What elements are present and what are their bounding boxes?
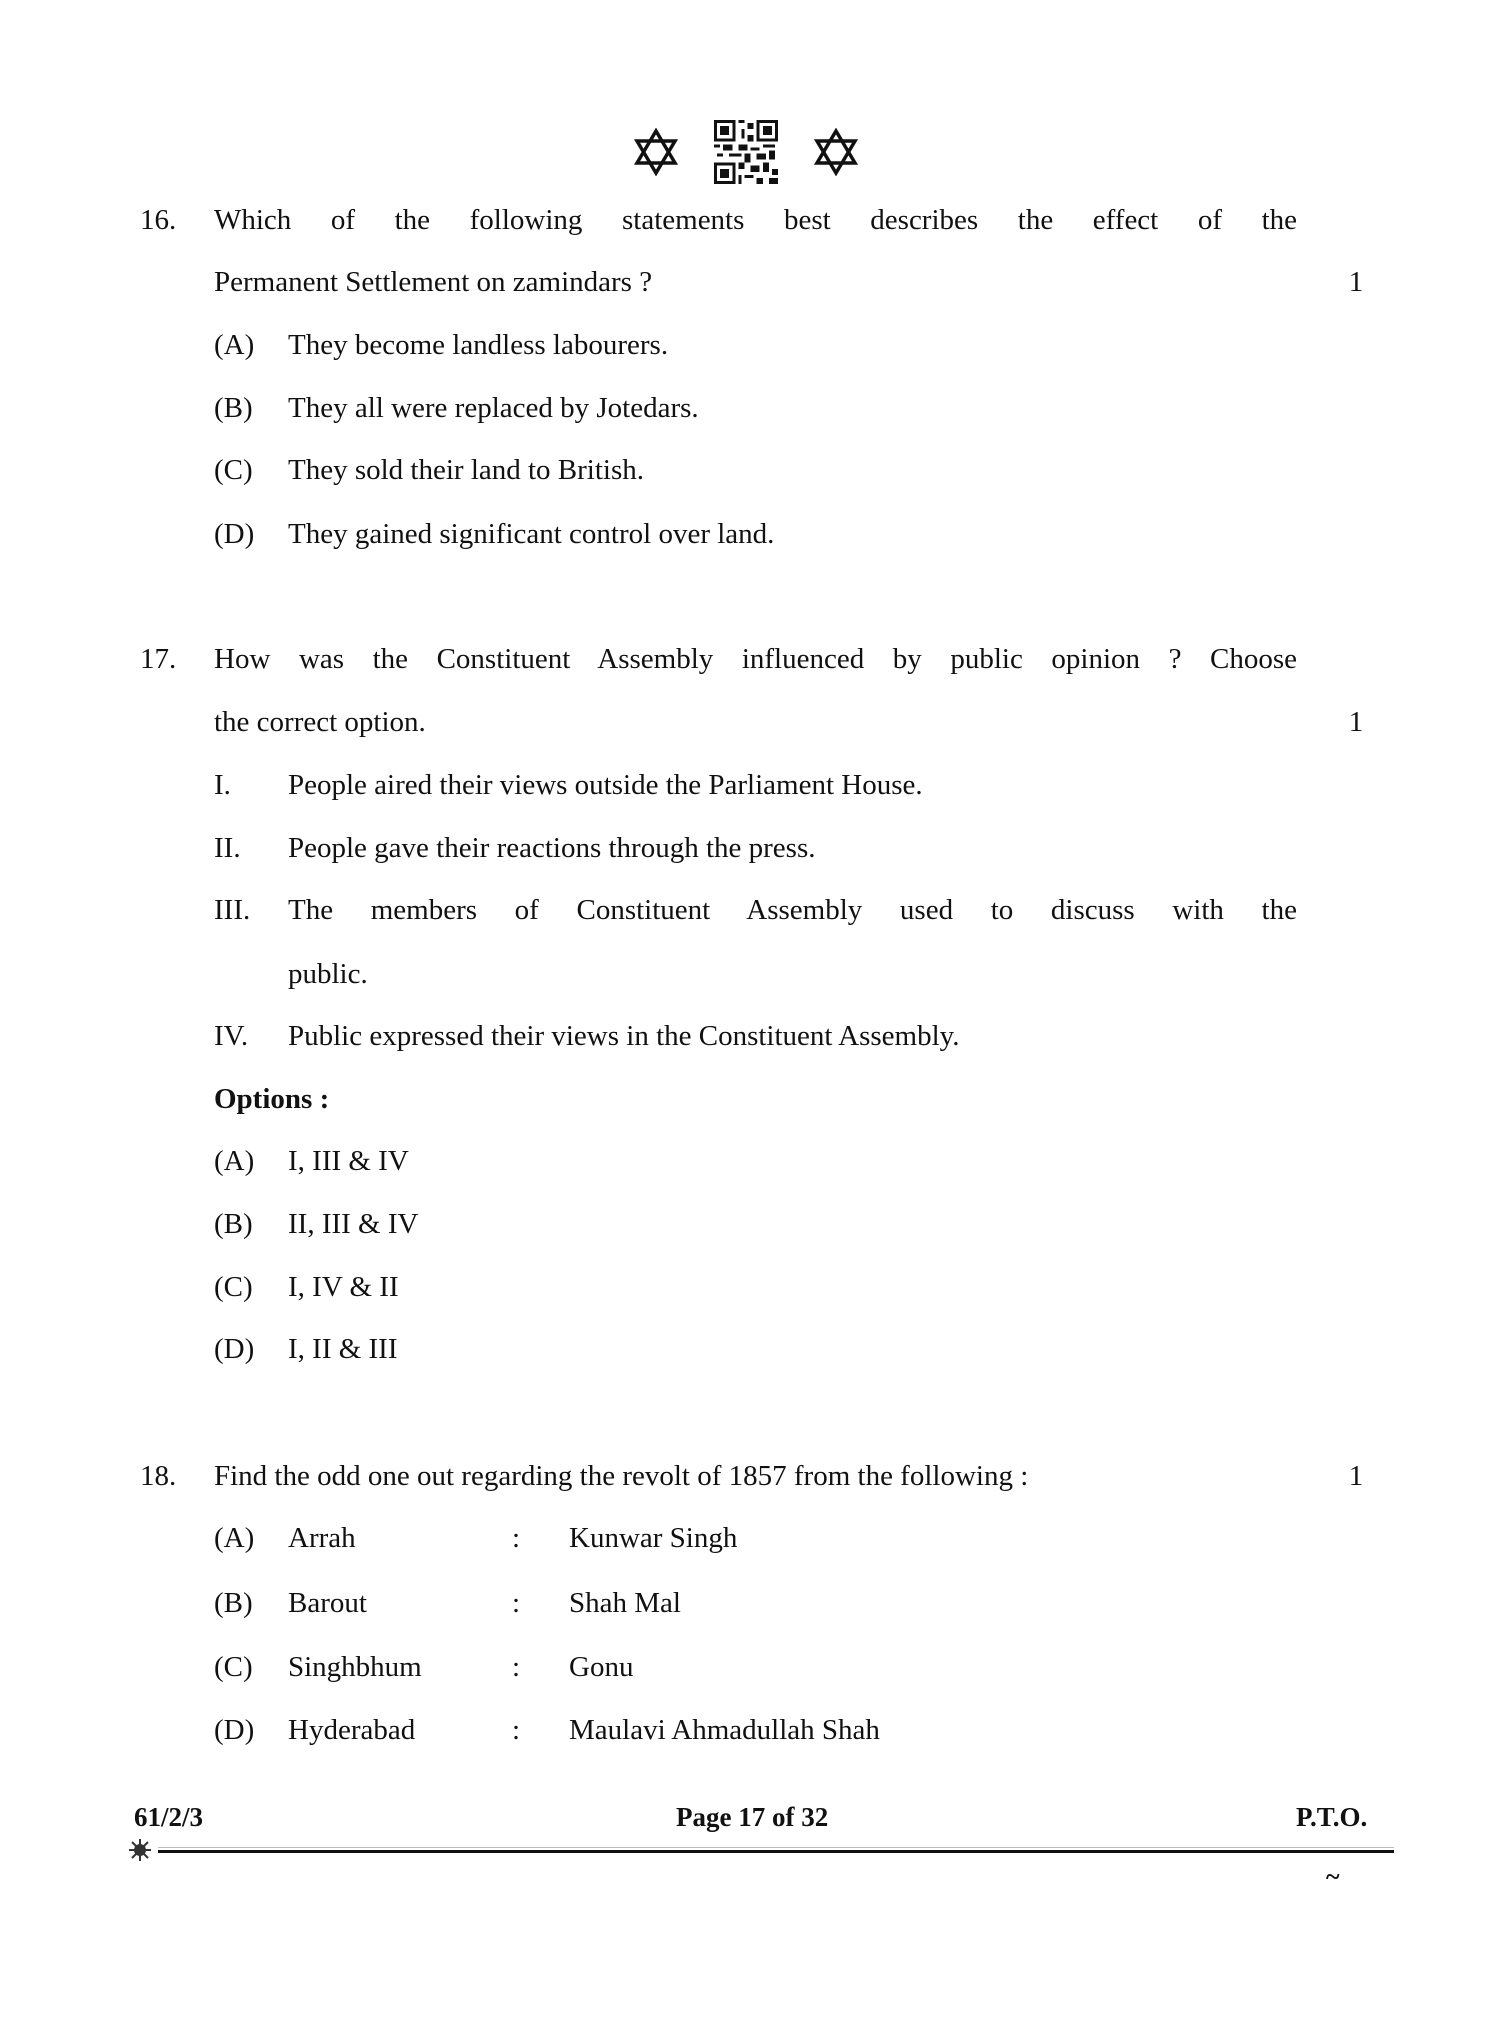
statement-label: II.: [214, 832, 241, 864]
question-number: 16.: [140, 204, 177, 236]
option-leader: Maulavi Ahmadullah Shah: [569, 1714, 880, 1746]
statement-text-continued: public.: [288, 958, 368, 990]
option-label: (B): [214, 392, 253, 424]
option-text: I, IV & II: [288, 1271, 399, 1303]
option-label: (A): [214, 1145, 255, 1177]
option-text: They sold their land to British.: [288, 454, 645, 486]
statement-label: I.: [214, 769, 231, 801]
statement-label: IV.: [214, 1020, 249, 1052]
option-text: They all were replaced by Jotedars.: [288, 392, 699, 424]
marks: 1: [1348, 706, 1364, 738]
question-text: the correct option.: [214, 706, 426, 738]
marks: 1: [1348, 1460, 1364, 1492]
option-label: (A): [214, 1522, 255, 1554]
question-text: How was the Constituent Assembly influenced by public opinion ? Choose: [214, 643, 1297, 675]
question-text: Permanent Settlement on zamindars ?: [214, 266, 653, 298]
option-separator: :: [512, 1587, 521, 1619]
option-separator: :: [512, 1522, 521, 1554]
statement-label: III.: [214, 894, 251, 926]
option-leader: Kunwar Singh: [569, 1522, 738, 1554]
footer-rule: [158, 1850, 1394, 1853]
tilde-mark: ~: [1326, 1862, 1340, 1891]
statement-text: People gave their reactions through the press.: [288, 832, 816, 864]
footer-rule-shadow: [158, 1847, 1394, 1848]
option-label: (B): [214, 1208, 253, 1240]
option-text: I, II & III: [288, 1333, 398, 1365]
options-heading: Options :: [214, 1083, 330, 1115]
option-label: (C): [214, 1271, 253, 1303]
marks: 1: [1348, 266, 1364, 298]
star-of-david-icon: [633, 128, 679, 176]
option-text: They become landless labourers.: [288, 329, 669, 361]
option-label: (C): [214, 1651, 253, 1683]
option-place: Hyderabad: [288, 1714, 416, 1746]
qr-code-icon: [714, 120, 778, 184]
question-number: 18.: [140, 1460, 177, 1492]
option-separator: :: [512, 1714, 521, 1746]
statement-text: The members of Constituent Assembly used to discuss with the: [288, 894, 1297, 926]
emblem-icon: [128, 1838, 152, 1862]
question-text: Find the odd one out regarding the revolt of 1857 from the following :: [214, 1460, 1029, 1492]
option-label: (B): [214, 1587, 253, 1619]
option-label: (A): [214, 329, 255, 361]
option-text: I, III & IV: [288, 1145, 409, 1177]
option-leader: Gonu: [569, 1651, 634, 1683]
pto-label: P.T.O.: [1296, 1802, 1368, 1832]
question-number: 17.: [140, 643, 177, 675]
statement-text: Public expressed their views in the Constituent Assembly.: [288, 1020, 960, 1052]
option-place: Barout: [288, 1587, 367, 1619]
option-separator: :: [512, 1651, 521, 1683]
paper-code: 61/2/3: [134, 1802, 204, 1832]
option-text: II, III & IV: [288, 1208, 419, 1240]
option-place: Arrah: [288, 1522, 356, 1554]
star-of-david-icon: [813, 128, 859, 176]
option-text: They gained significant control over land.: [288, 518, 775, 550]
option-label: (D): [214, 518, 255, 550]
option-label: (D): [214, 1714, 255, 1746]
option-place: Singhbhum: [288, 1651, 422, 1683]
option-label: (C): [214, 454, 253, 486]
option-leader: Shah Mal: [569, 1587, 681, 1619]
option-label: (D): [214, 1333, 255, 1365]
page-number: Page 17 of 32: [676, 1802, 829, 1832]
statement-text: People aired their views outside the Parliament House.: [288, 769, 923, 801]
question-text: Which of the following statements best describes the effect of the: [214, 204, 1297, 236]
